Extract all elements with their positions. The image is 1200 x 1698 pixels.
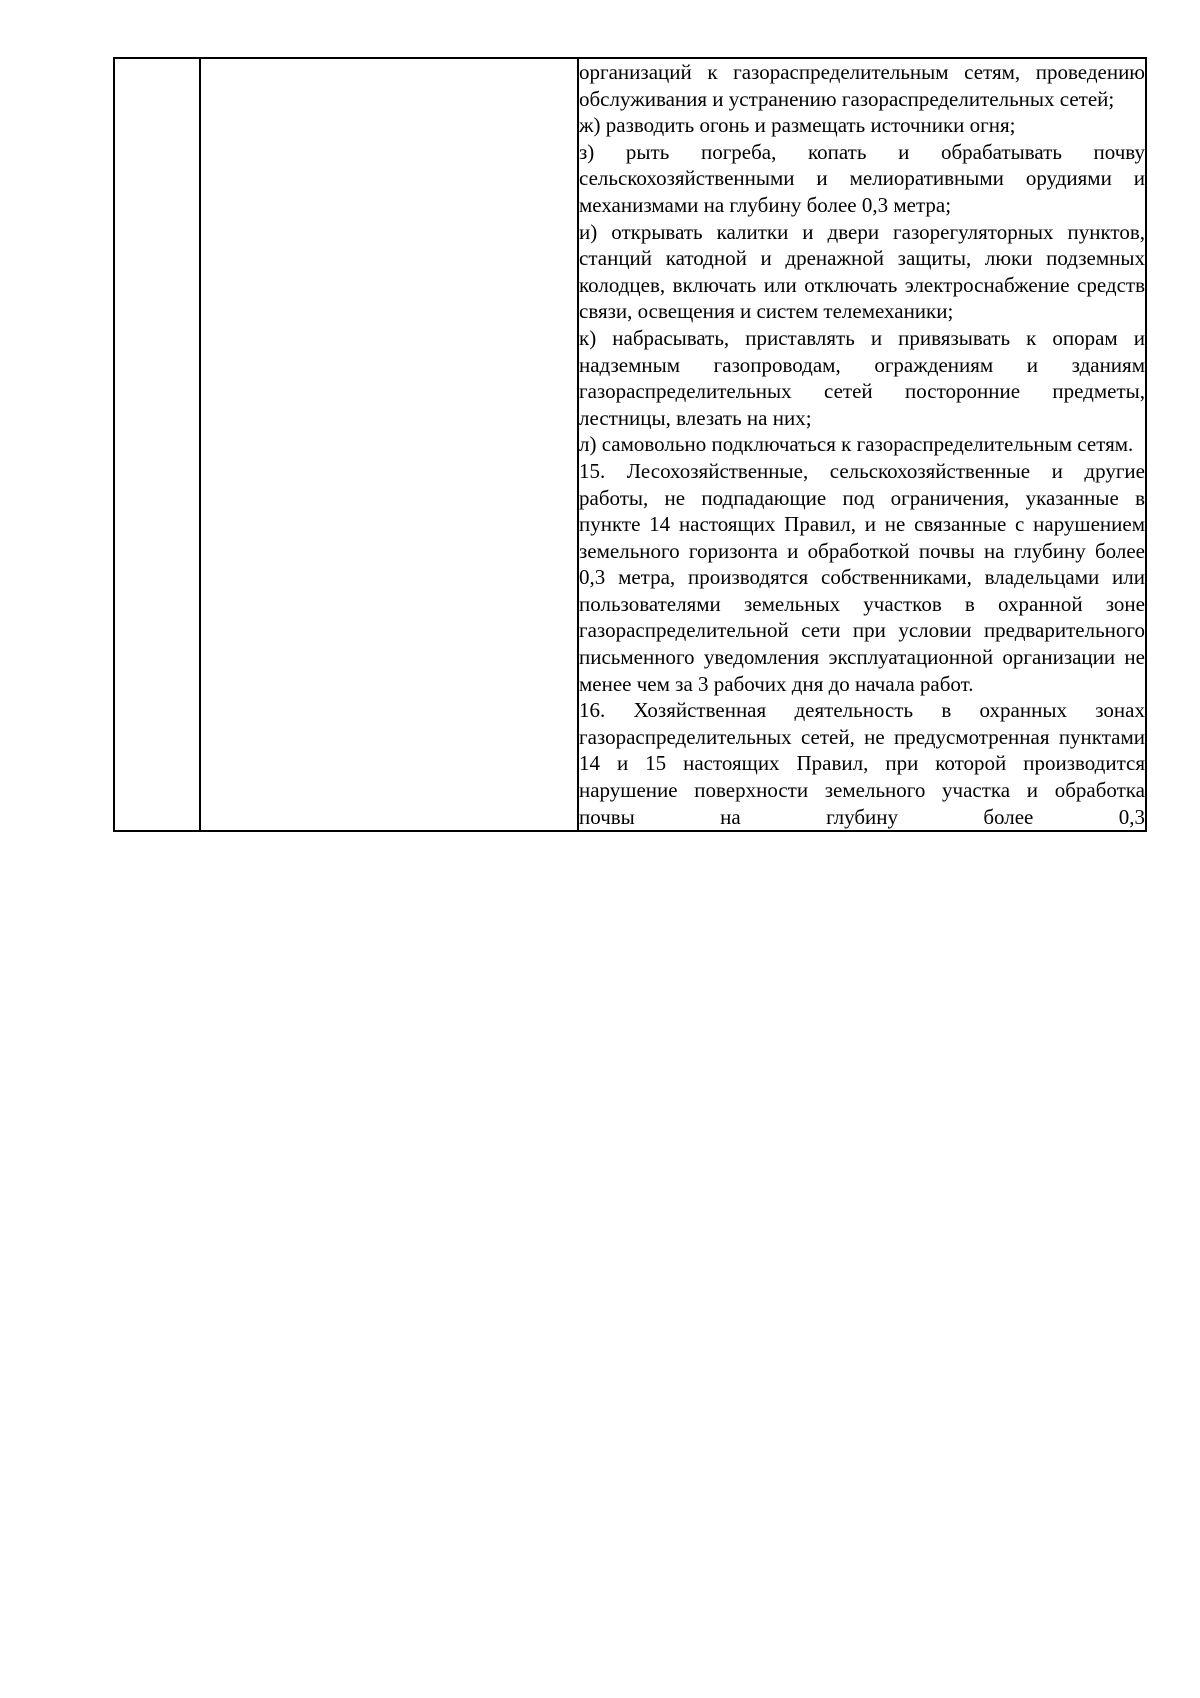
paragraph-item-k: к) набрасывать, приставлять и привязывать к опорам и надземным газопроводам, ограждениям и зданиям газораспределительных сетей посторонние предметы, лестницы, влезать на них;: [579, 325, 1145, 430]
text-cell: [578, 58, 1146, 831]
paragraph-item-z: з) рыть погреба, копать и обрабатывать почву сельскохозяйственными и мелиоративными орудиями и механизмами на глубину более 0,3 метра;: [579, 139, 1145, 217]
paragraph-item-zh: ж) разводить огонь и размещать источники огня;: [579, 113, 1016, 138]
paragraph-item-l: л) самовольно подключаться к газораспределительным сетям.: [579, 432, 1134, 457]
paragraph-clause-16: 16. Хозяйственная деятельность в охранных зонах газораспределительных сетей, не предусмотренная пунктами 14 и 15 настоящих Правил, при которой производится нарушение поверхности земельного участка и обработка почвы на глубину более 0,3: [579, 698, 1145, 829]
paragraph-item-i: и) открывать калитки и двери газорегуляторных пунктов, станций катодной и дренажной защиты, люки подземных колодцев, включать или отключать электроснабжение средств связи, освещения и систем телемеханики;: [579, 219, 1145, 324]
regulation-table: [113, 57, 1147, 832]
paragraph-clause-15: 15. Лесохозяйственные, сельскохозяйственные и другие работы, не подпадающие под ограничения, указанные в пункте 14 настоящих Правил, и не связанные с нарушением земельного горизонта и обработкой почвы на глубину более 0,3 метра, производятся собственниками, владельцами или пользователями земельных участков в охранной зоне газораспределительной сети при условии предварительного письменного уведомления эксплуатационной организации не менее чем за 3 рабочих дня до начала работ.: [579, 458, 1145, 696]
name-cell: [200, 58, 578, 831]
number-cell: [114, 58, 200, 831]
paragraph-continuation: организаций к газораспределительным сетям, проведению обслуживания и устранению газораспределительных сетей;: [579, 60, 1145, 111]
table-row: [114, 58, 1146, 831]
